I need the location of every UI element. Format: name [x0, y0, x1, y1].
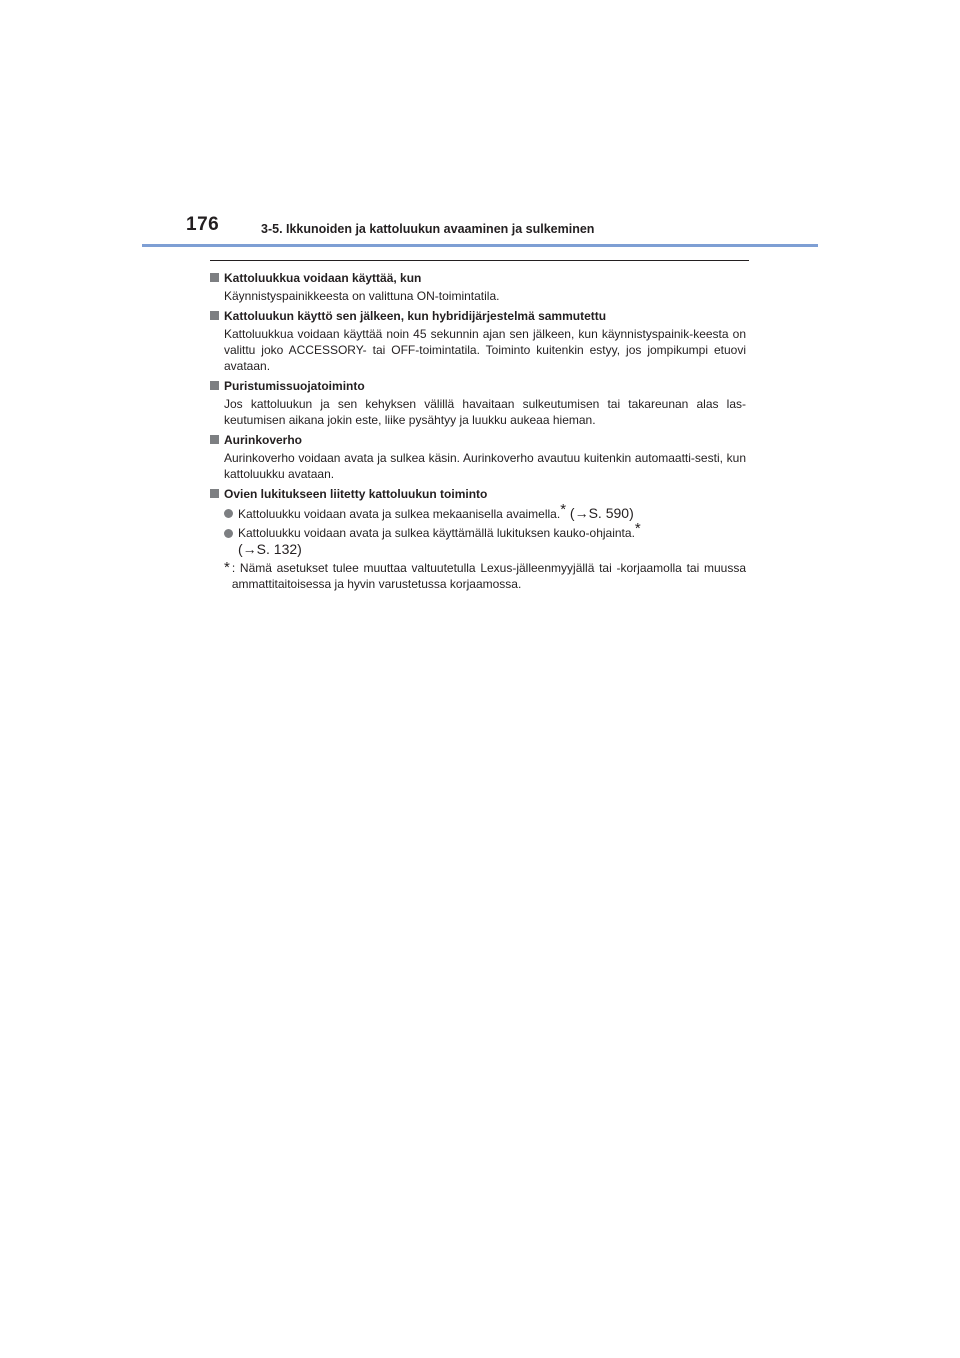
list-item	[224, 501, 746, 522]
page-reference: (→S. 132)	[238, 541, 302, 557]
square-bullet-icon	[210, 435, 219, 444]
section-heading	[210, 270, 746, 286]
section-paragraph: Jos kattoluukun ja sen kehyksen välillä havaitaan sulkeutumisen tai takareunan alas las-keutumisen aikana jokin este, liike pysähtyy ja luukku aukeaa hieman.	[224, 397, 746, 427]
section-heading	[210, 486, 746, 502]
section-paragraph: Kattoluukkua voidaan käyttää noin 45 sekunnin ajan sen jälkeen, kun käynnistyspainik-keesta on valittu joko ACCESSORY- tai OFF-toimintatila. Toiminto kuitenkin estyy, jos jompikumpi etuovi avataan.	[224, 327, 746, 373]
section-heading-text: Aurinkoverho	[224, 433, 303, 447]
header-rule	[142, 244, 818, 247]
footnote-marker: *	[224, 559, 230, 576]
list-item	[224, 520, 746, 558]
section-heading-text: Kattoluukkua voidaan käyttää, kun	[224, 271, 422, 285]
section-heading-text: Puristumissuojatoiminto	[224, 379, 365, 393]
footnote-text: : Nämä asetukset tulee muuttaa valtuutetulla Lexus-jälleenmyyjällä tai -korjaamolla tai muussa ammattitaitoisessa ja hyvin varustetussa korjaamossa.	[231, 561, 746, 591]
list-item-text: Kattoluukku voidaan avata ja sulkea mekaanisella avaimella.	[238, 507, 561, 521]
square-bullet-icon	[210, 273, 219, 282]
section-paragraph: Aurinkoverho voidaan avata ja sulkea käsin. Aurinkoverho avautuu kuitenkin automaatti-sesti, kun kattoluukku avataan.	[224, 451, 746, 481]
asterisk-marker: *	[634, 520, 641, 537]
section-heading-text: Kattoluukun käyttö sen jälkeen, kun hybridijärjestelmä sammutettu	[224, 309, 607, 323]
section-paragraph: Käynnistyspainikkeesta on valittuna ON-toimintatila.	[224, 289, 500, 303]
section-heading	[210, 308, 746, 324]
circle-bullet-icon	[224, 529, 233, 538]
square-bullet-icon	[210, 489, 219, 498]
section-heading	[210, 378, 746, 394]
page-reference: (→S. 590)	[566, 505, 634, 521]
square-bullet-icon	[210, 311, 219, 320]
section-heading-text: Ovien lukitukseen liitetty kattoluukun toiminto	[224, 487, 488, 501]
asterisk-marker: *	[560, 501, 567, 518]
page-number: 176	[186, 214, 220, 235]
content-rule	[210, 260, 749, 261]
square-bullet-icon	[210, 381, 219, 390]
circle-bullet-icon	[224, 509, 233, 518]
footnote	[210, 560, 746, 592]
bullet-list	[210, 501, 746, 558]
document-body	[210, 270, 746, 592]
list-item-text: Kattoluukku voidaan avata ja sulkea käyttämällä lukituksen kauko-ohjainta.	[238, 526, 635, 540]
section-heading	[210, 432, 746, 448]
section-title: 3-5. Ikkunoiden ja kattoluukun avaaminen ja sulkeminen	[261, 222, 595, 236]
